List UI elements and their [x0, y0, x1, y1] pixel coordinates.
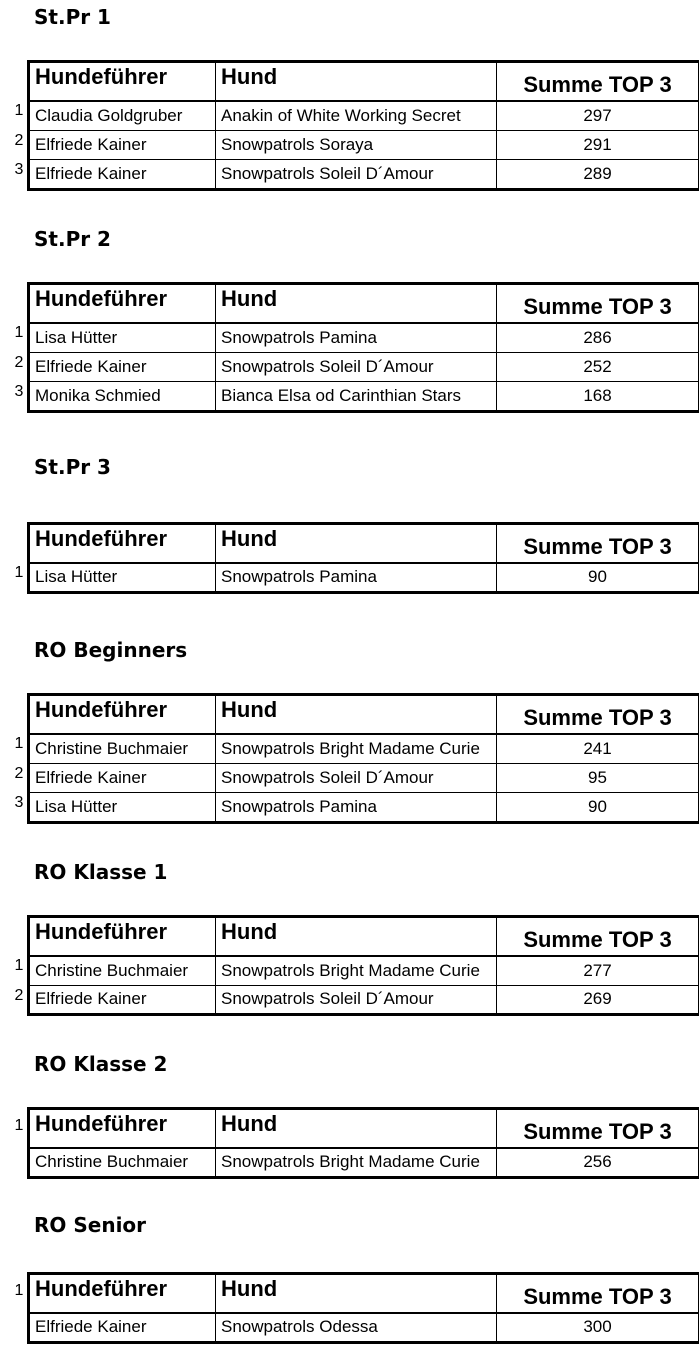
header-handler: Hundeführer: [29, 524, 216, 563]
header-sum-top3: Summe TOP 3: [497, 284, 699, 323]
section-title: RO Senior: [34, 1213, 147, 1237]
rank-number: 1: [14, 564, 24, 581]
dog-cell: Bianca Elsa od Carinthian Stars: [216, 382, 497, 412]
rank-number: 1: [14, 324, 24, 341]
header-row: [29, 1274, 699, 1313]
handler-cell: Lisa Hütter: [29, 793, 216, 823]
handler-cell: Elfriede Kainer: [29, 763, 216, 793]
handler-cell: Elfriede Kainer: [29, 352, 216, 382]
handler-cell: Elfriede Kainer: [29, 985, 216, 1015]
dog-cell: Snowpatrols Soraya: [216, 130, 497, 160]
section-title: RO Beginners: [34, 638, 188, 662]
header-row: [29, 524, 699, 563]
sum-cell: 286: [497, 323, 699, 353]
dog-cell: Snowpatrols Bright Madame Curie: [216, 956, 497, 986]
dog-cell: Snowpatrols Pamina: [216, 793, 497, 823]
ranking-table: [27, 282, 699, 413]
table-row: [29, 352, 699, 382]
header-handler: Hundeführer: [29, 917, 216, 956]
rank-number: 2: [14, 986, 24, 1004]
section-title: St.Pr 2: [34, 227, 111, 251]
handler-cell: Christine Buchmaier: [29, 734, 216, 764]
sum-cell: 95: [497, 763, 699, 793]
table-row: [29, 763, 699, 793]
header-dog: Hund: [216, 62, 497, 101]
ranking-table: [27, 60, 699, 191]
sum-cell: 90: [497, 563, 699, 593]
rank-number: 1: [14, 1282, 24, 1299]
rank-number: 1: [14, 957, 24, 974]
handler-cell: Elfriede Kainer: [29, 1313, 216, 1343]
table-row: [29, 563, 699, 593]
header-row: [29, 62, 699, 101]
table-row: [29, 956, 699, 986]
ranking-table: [27, 522, 699, 594]
handler-cell: Monika Schmied: [29, 382, 216, 412]
table-row: [29, 101, 699, 131]
header-handler: Hundeführer: [29, 1274, 216, 1313]
header-handler: Hundeführer: [29, 62, 216, 101]
header-handler: Hundeführer: [29, 695, 216, 734]
sum-cell: 291: [497, 130, 699, 160]
dog-cell: Snowpatrols Soleil D´Amour: [216, 763, 497, 793]
header-sum-top3: Summe TOP 3: [497, 695, 699, 734]
sum-cell: 256: [497, 1148, 699, 1178]
header-sum-top3: Summe TOP 3: [497, 1109, 699, 1148]
table-row: [29, 323, 699, 353]
header-row: [29, 917, 699, 956]
ranking-table: [27, 1272, 699, 1344]
header-row: [29, 1109, 699, 1148]
sum-cell: 252: [497, 352, 699, 382]
sum-cell: 269: [497, 985, 699, 1015]
section-title: St.Pr 1: [34, 5, 111, 29]
rank-number: 2: [14, 764, 24, 782]
dog-cell: Snowpatrols Odessa: [216, 1313, 497, 1343]
rank-number: 1: [14, 735, 24, 752]
rank-number: 1: [14, 102, 24, 119]
dog-cell: Snowpatrols Bright Madame Curie: [216, 734, 497, 764]
rank-number: 2: [14, 131, 24, 149]
dog-cell: Snowpatrols Pamina: [216, 323, 497, 353]
header-row: [29, 695, 699, 734]
ranking-table: [27, 1107, 699, 1179]
rank-number: 3: [14, 794, 24, 812]
dog-cell: Snowpatrols Soleil D´Amour: [216, 160, 497, 190]
table-row: [29, 985, 699, 1015]
rank-number: 2: [14, 353, 24, 371]
sum-cell: 168: [497, 382, 699, 412]
sum-cell: 277: [497, 956, 699, 986]
dog-cell: Snowpatrols Bright Madame Curie: [216, 1148, 497, 1178]
dog-cell: Snowpatrols Pamina: [216, 563, 497, 593]
sum-cell: 297: [497, 101, 699, 131]
handler-cell: Elfriede Kainer: [29, 160, 216, 190]
handler-cell: Lisa Hütter: [29, 323, 216, 353]
section-title: RO Klasse 1: [34, 860, 168, 884]
dog-cell: Snowpatrols Soleil D´Amour: [216, 352, 497, 382]
table-row: [29, 793, 699, 823]
handler-cell: Christine Buchmaier: [29, 1148, 216, 1178]
rank-number: 3: [14, 161, 24, 179]
table-row: [29, 1148, 699, 1178]
header-handler: Hundeführer: [29, 284, 216, 323]
header-dog: Hund: [216, 524, 497, 563]
dog-cell: Anakin of White Working Secret: [216, 101, 497, 131]
dog-cell: Snowpatrols Soleil D´Amour: [216, 985, 497, 1015]
rank-number: 1: [14, 1117, 24, 1134]
table-row: [29, 1313, 699, 1343]
header-dog: Hund: [216, 695, 497, 734]
header-handler: Hundeführer: [29, 1109, 216, 1148]
ranking-table: [27, 693, 699, 824]
handler-cell: Claudia Goldgruber: [29, 101, 216, 131]
header-dog: Hund: [216, 284, 497, 323]
header-sum-top3: Summe TOP 3: [497, 917, 699, 956]
table-row: [29, 160, 699, 190]
header-sum-top3: Summe TOP 3: [497, 1274, 699, 1313]
header-sum-top3: Summe TOP 3: [497, 62, 699, 101]
section-title: St.Pr 3: [34, 455, 111, 479]
table-row: [29, 734, 699, 764]
sum-cell: 289: [497, 160, 699, 190]
ranking-table: [27, 915, 699, 1016]
sum-cell: 241: [497, 734, 699, 764]
table-row: [29, 382, 699, 412]
section-title: RO Klasse 2: [34, 1052, 168, 1076]
table-row: [29, 130, 699, 160]
sum-cell: 90: [497, 793, 699, 823]
header-row: [29, 284, 699, 323]
sum-cell: 300: [497, 1313, 699, 1343]
handler-cell: Elfriede Kainer: [29, 130, 216, 160]
header-dog: Hund: [216, 1274, 497, 1313]
rank-number: 3: [14, 383, 24, 401]
header-dog: Hund: [216, 917, 497, 956]
handler-cell: Lisa Hütter: [29, 563, 216, 593]
header-dog: Hund: [216, 1109, 497, 1148]
header-sum-top3: Summe TOP 3: [497, 524, 699, 563]
handler-cell: Christine Buchmaier: [29, 956, 216, 986]
